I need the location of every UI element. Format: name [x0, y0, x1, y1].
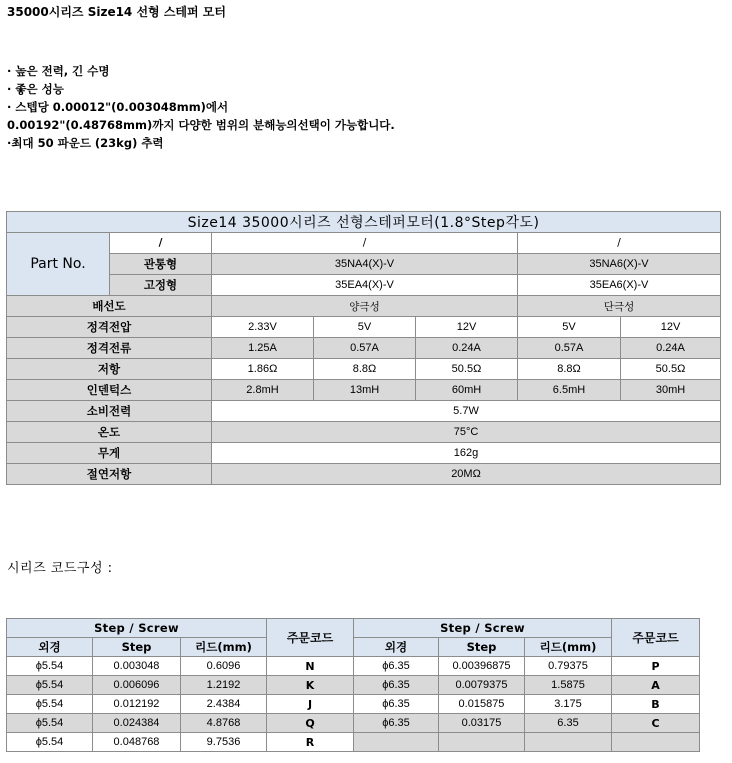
od-cell: ϕ5.54	[7, 714, 93, 733]
row-label: 무게	[7, 443, 212, 464]
value-cell: 13mH	[314, 380, 416, 401]
value-cell: 6.5mH	[518, 380, 621, 401]
row-label: 절연저항	[7, 464, 212, 485]
step-cell: 0.012192	[93, 695, 181, 714]
step-cell: 0.003048	[93, 657, 181, 676]
value-cell: 5V	[518, 317, 621, 338]
order-code-cell: B	[612, 695, 700, 714]
part-number-unipolar: 35EA6(X)-V	[518, 275, 721, 296]
group-header: Step / Screw	[7, 619, 267, 638]
feature-item: ·최대 50 파운드 (23kg) 추력	[7, 136, 164, 150]
step-cell: 0.024384	[93, 714, 181, 733]
order-code-cell: J	[267, 695, 354, 714]
value-cell: 5.7W	[212, 401, 721, 422]
wiring-bipolar: 양극성	[212, 296, 518, 317]
lead-cell: 3.175	[525, 695, 612, 714]
feature-item: · 좋은 성능	[7, 82, 64, 96]
table-row	[7, 733, 700, 752]
empty-cell	[612, 733, 700, 752]
lead-cell: 6.35	[525, 714, 612, 733]
od-cell: ϕ5.54	[7, 657, 93, 676]
row-label: 온도	[7, 422, 212, 443]
part-number-bipolar: 35NA4(X)-V	[212, 254, 518, 275]
value-cell: 50.5Ω	[416, 359, 518, 380]
row-label: 관통형	[110, 254, 212, 275]
step-cell: 0.006096	[93, 676, 181, 695]
lead-cell: 2.4384	[181, 695, 267, 714]
value-cell: 12V	[416, 317, 518, 338]
value-cell: 1.86Ω	[212, 359, 314, 380]
table-row	[7, 676, 700, 695]
order-code-cell: Q	[267, 714, 354, 733]
column-header: 리드(mm)	[525, 638, 612, 657]
column-header: 외경	[354, 638, 439, 657]
order-code-cell: P	[612, 657, 700, 676]
step-cell: 0.048768	[93, 733, 181, 752]
lead-cell: 0.79375	[525, 657, 612, 676]
empty-cell	[439, 733, 525, 752]
od-cell: ϕ6.35	[354, 657, 439, 676]
part-number-unipolar: 35NA6(X)-V	[518, 254, 721, 275]
value-cell: 162g	[212, 443, 721, 464]
spec-table-caption: Size14 35000시리즈 선형스테퍼모터(1.8°Step각도)	[7, 212, 721, 233]
lead-cell: 4.8768	[181, 714, 267, 733]
od-cell: ϕ5.54	[7, 676, 93, 695]
part-no-label: Part No.	[7, 233, 110, 296]
table-row	[7, 695, 700, 714]
column-header: 리드(mm)	[181, 638, 267, 657]
value-cell: 0.57A	[314, 338, 416, 359]
lead-cell: 1.2192	[181, 676, 267, 695]
lead-cell: 9.7536	[181, 733, 267, 752]
order-code-cell: N	[267, 657, 354, 676]
lead-cell: 1.5875	[525, 676, 612, 695]
value-cell: 0.24A	[416, 338, 518, 359]
step-cell: 0.015875	[439, 695, 525, 714]
group-header: Step / Screw	[354, 619, 612, 638]
empty-cell	[525, 733, 612, 752]
value-cell: 8.8Ω	[518, 359, 621, 380]
od-cell: ϕ5.54	[7, 695, 93, 714]
order-code-cell: A	[612, 676, 700, 695]
table-row	[7, 657, 700, 676]
series-code-table	[6, 618, 700, 752]
value-cell: 1.25A	[212, 338, 314, 359]
row-label: 소비전력	[7, 401, 212, 422]
column-header: 외경	[7, 638, 93, 657]
step-cell: 0.0079375	[439, 676, 525, 695]
column-header: Step	[93, 638, 181, 657]
row-label: 고정형	[110, 275, 212, 296]
part-number-bipolar: 35EA4(X)-V	[212, 275, 518, 296]
od-cell: ϕ6.35	[354, 676, 439, 695]
value-cell: 8.8Ω	[314, 359, 416, 380]
lead-cell: 0.6096	[181, 657, 267, 676]
feature-item: 0.00192"(0.48768mm)까지 다양한 범위의 분해능의선택이 가능합니다.	[7, 118, 395, 132]
value-cell: 30mH	[621, 380, 721, 401]
row-label: 정격전압	[7, 317, 212, 338]
feature-list	[7, 62, 395, 152]
table-row	[7, 714, 700, 733]
row-label: 인덴턱스	[7, 380, 212, 401]
value-cell: 75°C	[212, 422, 721, 443]
spec-table	[6, 211, 721, 485]
slash-cell: /	[110, 233, 212, 254]
section-title: 시리즈 코드구성 :	[7, 561, 113, 576]
od-cell: ϕ5.54	[7, 733, 93, 752]
row-label: 배선도	[7, 296, 212, 317]
order-code-cell: C	[612, 714, 700, 733]
od-cell: ϕ6.35	[354, 714, 439, 733]
value-cell: 0.24A	[621, 338, 721, 359]
value-cell: 5V	[314, 317, 416, 338]
order-code-cell: K	[267, 676, 354, 695]
column-header: Step	[439, 638, 525, 657]
step-cell: 0.00396875	[439, 657, 525, 676]
row-label: 저항	[7, 359, 212, 380]
empty-cell	[354, 733, 439, 752]
slash-cell: /	[518, 233, 721, 254]
value-cell: 20MΩ	[212, 464, 721, 485]
step-cell: 0.03175	[439, 714, 525, 733]
feature-item: · 높은 전력, 긴 수명	[7, 64, 110, 78]
slash-cell: /	[212, 233, 518, 254]
od-cell: ϕ6.35	[354, 695, 439, 714]
value-cell: 50.5Ω	[621, 359, 721, 380]
value-cell: 2.8mH	[212, 380, 314, 401]
value-cell: 12V	[621, 317, 721, 338]
value-cell: 60mH	[416, 380, 518, 401]
order-code-cell: R	[267, 733, 354, 752]
order-code-header: 주문코드	[267, 619, 354, 657]
value-cell: 2.33V	[212, 317, 314, 338]
page-title: 35000시리즈 Size14 선형 스테퍼 모터	[7, 5, 226, 19]
value-cell: 0.57A	[518, 338, 621, 359]
order-code-header: 주문코드	[612, 619, 700, 657]
feature-item: · 스텝당 0.00012"(0.003048mm)에서	[7, 100, 229, 114]
row-label: 정격전류	[7, 338, 212, 359]
wiring-unipolar: 단극성	[518, 296, 721, 317]
